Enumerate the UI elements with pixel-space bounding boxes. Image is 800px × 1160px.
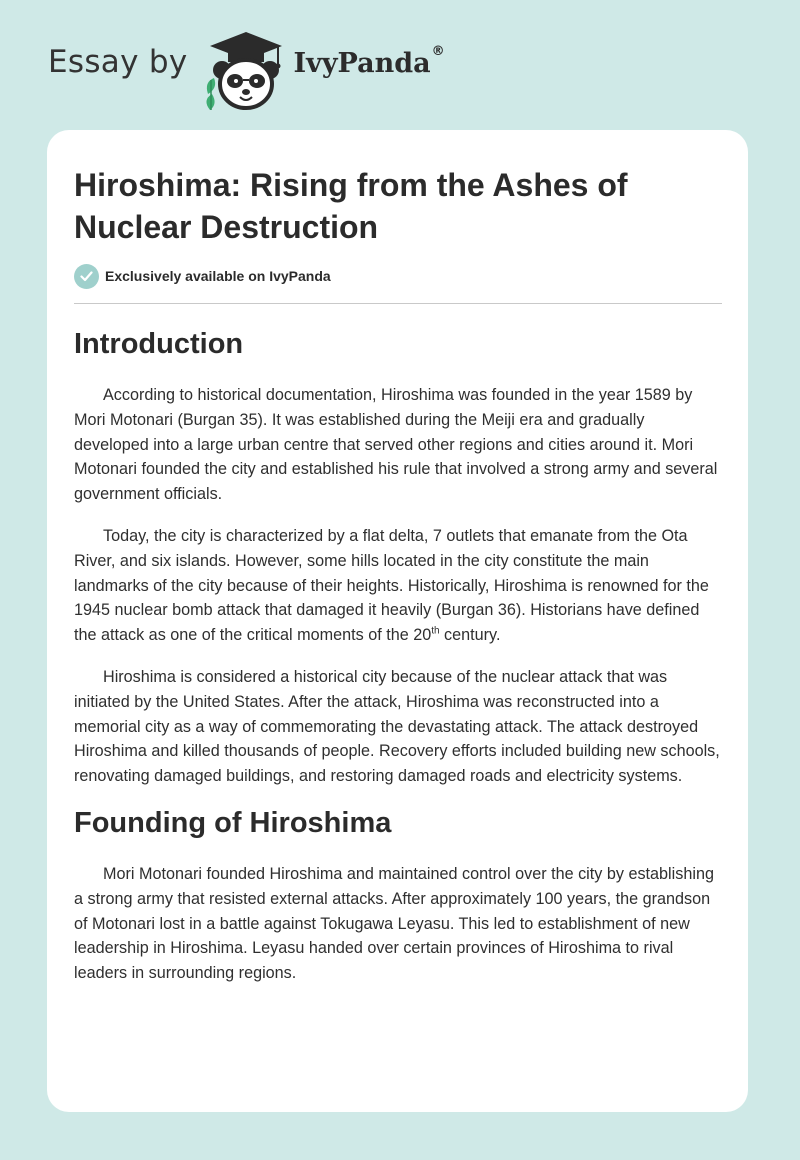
superscript: th	[431, 625, 440, 637]
paragraph: Hiroshima is considered a historical city because of the nuclear attack that was initiated by the United States. After the attack, Hiroshima was reconstructed into a memorial city as a way of commemorating the devastating attack. The attack destroyed Hiroshima and killed thousands of people. Recovery efforts included building new schools, renovating damaged buildings, and restoring damaged roads and electricity systems.	[74, 667, 720, 786]
paragraph: Mori Motonari founded Hiroshima and maintained control over the city by establishing a strong army that resisted external attacks. After approximately 100 years, the grandson of Motonari lost in a battle against Tokugawa Leyasu. This led to establishment of new leadership in Hiroshima. Leyasu handed over certain provinces of Hiroshima to rival leaders in surrounding regions.	[74, 864, 714, 983]
section-heading-founding: Founding of Hiroshima	[74, 806, 392, 839]
brand-name: IvyPanda®	[293, 43, 445, 79]
essay-body	[74, 322, 722, 986]
exclusive-badge	[74, 263, 331, 289]
page-title: Hiroshima: Rising from the Ashes of Nuclear Destruction	[74, 167, 628, 245]
registered-mark: ®	[431, 43, 445, 59]
paragraph: Today, the city is characterized by a flat delta, 7 outlets that emanate from the Ota River, and six islands. However, some hills located in the city constitute the main landmarks of the city because of their heights. Historically, Hiroshima is renowned for the 1945 nuclear bomb attack that damaged it heavily (Burgan 36). Historians have defined the attack as one of the critical moments of the 20th century.	[74, 526, 709, 645]
essay-card	[47, 130, 748, 1112]
check-icon	[74, 264, 99, 289]
panda-graduate-icon	[202, 28, 290, 114]
section-heading-introduction: Introduction	[74, 328, 244, 360]
paragraph: According to historical documentation, Hiroshima was founded in the year 1589 by Mori Motonari (Burgan 35). It was established during the Meiji era and gradually developed into a large urban centre that served other regions and cities around it. Mori Motonari founded the city and established his rule that involved a strong army and several government officials.	[74, 386, 718, 504]
brand-prefix: Essay by	[48, 44, 188, 80]
badge-text: Exclusively available on IvyPanda	[105, 268, 331, 284]
divider	[74, 303, 722, 304]
brand-logo-link[interactable]	[48, 28, 445, 114]
site-header	[0, 0, 800, 120]
